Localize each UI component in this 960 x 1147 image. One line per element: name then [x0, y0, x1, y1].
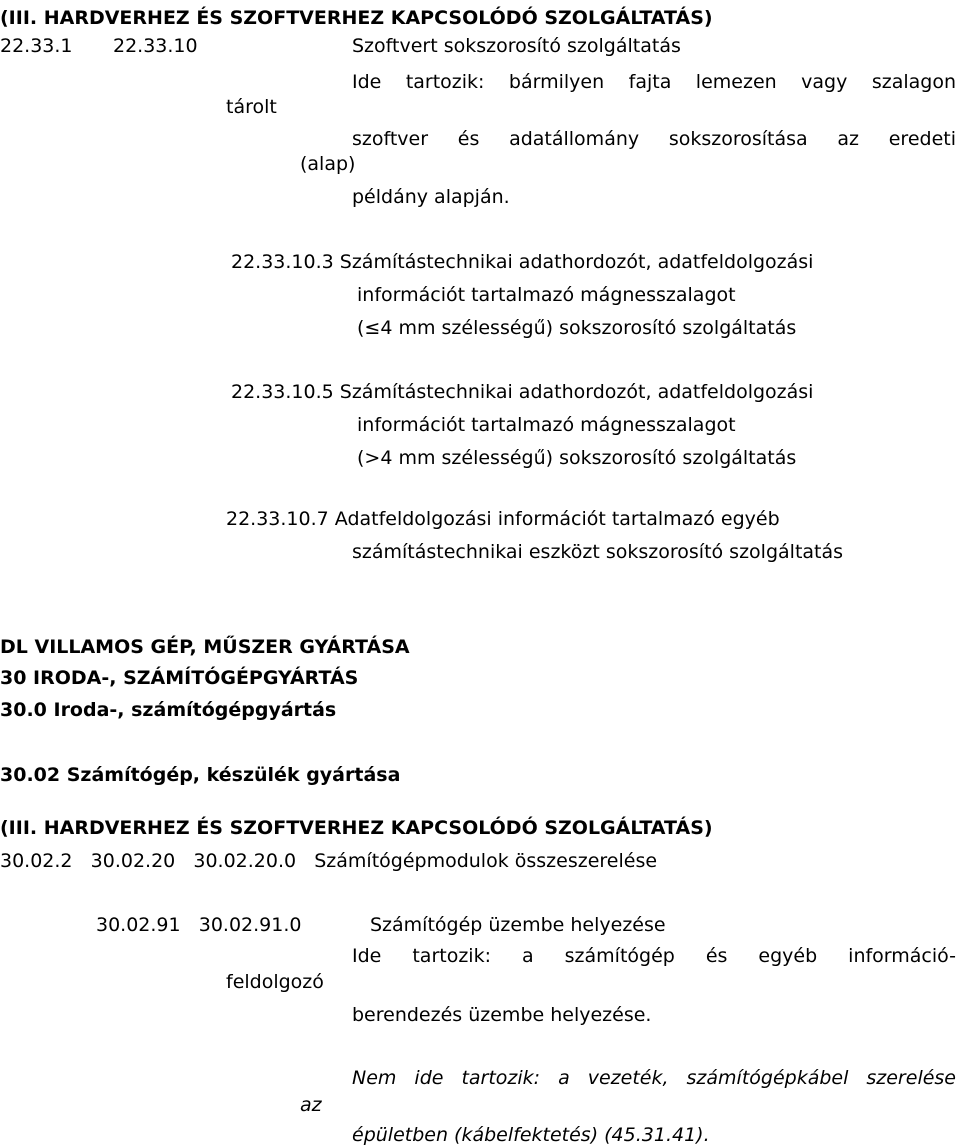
- service-description-line3: példány alapján.: [352, 186, 510, 208]
- service-description-wrap1: tárolt: [226, 96, 277, 118]
- heading-dl: DL VILLAMOS GÉP, MŰSZER GYÁRTÁSA: [0, 636, 410, 658]
- codes-30-02-91: 30.02.91 30.02.91.0: [96, 914, 302, 936]
- code-22-33-1: 22.33.1: [0, 35, 73, 57]
- item-22-33-10-5-line2: információt tartalmazó mágnesszalagot: [357, 414, 736, 436]
- exclusion-note-line1: Nem ide tartozik: a vezeték, számítógépkábel szerelése: [352, 1067, 956, 1089]
- item-22-33-10-5-line1: 22.33.10.5 Számítástechnikai adathordozót, adatfeldolgozási: [231, 381, 814, 403]
- section-heading-2: (III. HARDVERHEZ ÉS SZOFTVERHEZ KAPCSOLÓDÓ SZOLGÁLTATÁS): [0, 817, 713, 839]
- code-22-33-10: 22.33.10: [113, 35, 198, 57]
- heading-30: 30 IRODA-, SZÁMÍTÓGÉPGYÁRTÁS: [0, 667, 359, 689]
- exclusion-note-wrap: az: [300, 1094, 322, 1116]
- heading-30-0: 30.0 Iroda-, számítógépgyártás: [0, 699, 337, 721]
- description-line1: Ide tartozik: a számítógép és egyéb információ-: [352, 945, 956, 967]
- service-title: Szoftvert sokszorosító szolgáltatás: [352, 35, 681, 57]
- item-22-33-10-3-line1: 22.33.10.3 Számítástechnikai adathordozót, adatfeldolgozási: [231, 251, 814, 273]
- item-22-33-10-3-line2: információt tartalmazó mágnesszalagot: [357, 284, 736, 306]
- description-wrap1: feldolgozó: [226, 971, 324, 993]
- section-heading-1: (III. HARDVERHEZ ÉS SZOFTVERHEZ KAPCSOLÓDÓ SZOLGÁLTATÁS): [0, 7, 713, 29]
- heading-30-02: 30.02 Számítógép, készülék gyártása: [0, 764, 401, 786]
- exclusion-note-line2: épületben (kábelfektetés) (45.31.41).: [352, 1124, 710, 1146]
- item-22-33-10-7-line2: számítástechnikai eszközt sokszorosító szolgáltatás: [352, 541, 844, 563]
- item-22-33-10-5-line3: (>4 mm szélességű) sokszorosító szolgáltatás: [357, 447, 797, 469]
- service-description-wrap2: (alap): [300, 153, 356, 175]
- service-description-line2: szoftver és adatállomány sokszorosítása az eredeti: [352, 128, 956, 150]
- description-line2: berendezés üzembe helyezése.: [352, 1004, 652, 1026]
- item-22-33-10-3-line3: (≤4 mm szélességű) sokszorosító szolgáltatás: [357, 317, 797, 339]
- row-30-02-2: 30.02.2 30.02.20 30.02.20.0 Számítógépmodulok összeszerelése: [0, 850, 658, 872]
- title-szamitogep-uzembe: Számítógép üzembe helyezése: [370, 914, 666, 936]
- item-22-33-10-7-line1: 22.33.10.7 Adatfeldolgozási információt tartalmazó egyéb: [226, 508, 780, 530]
- service-description-line1: Ide tartozik: bármilyen fajta lemezen vagy szalagon: [352, 71, 956, 93]
